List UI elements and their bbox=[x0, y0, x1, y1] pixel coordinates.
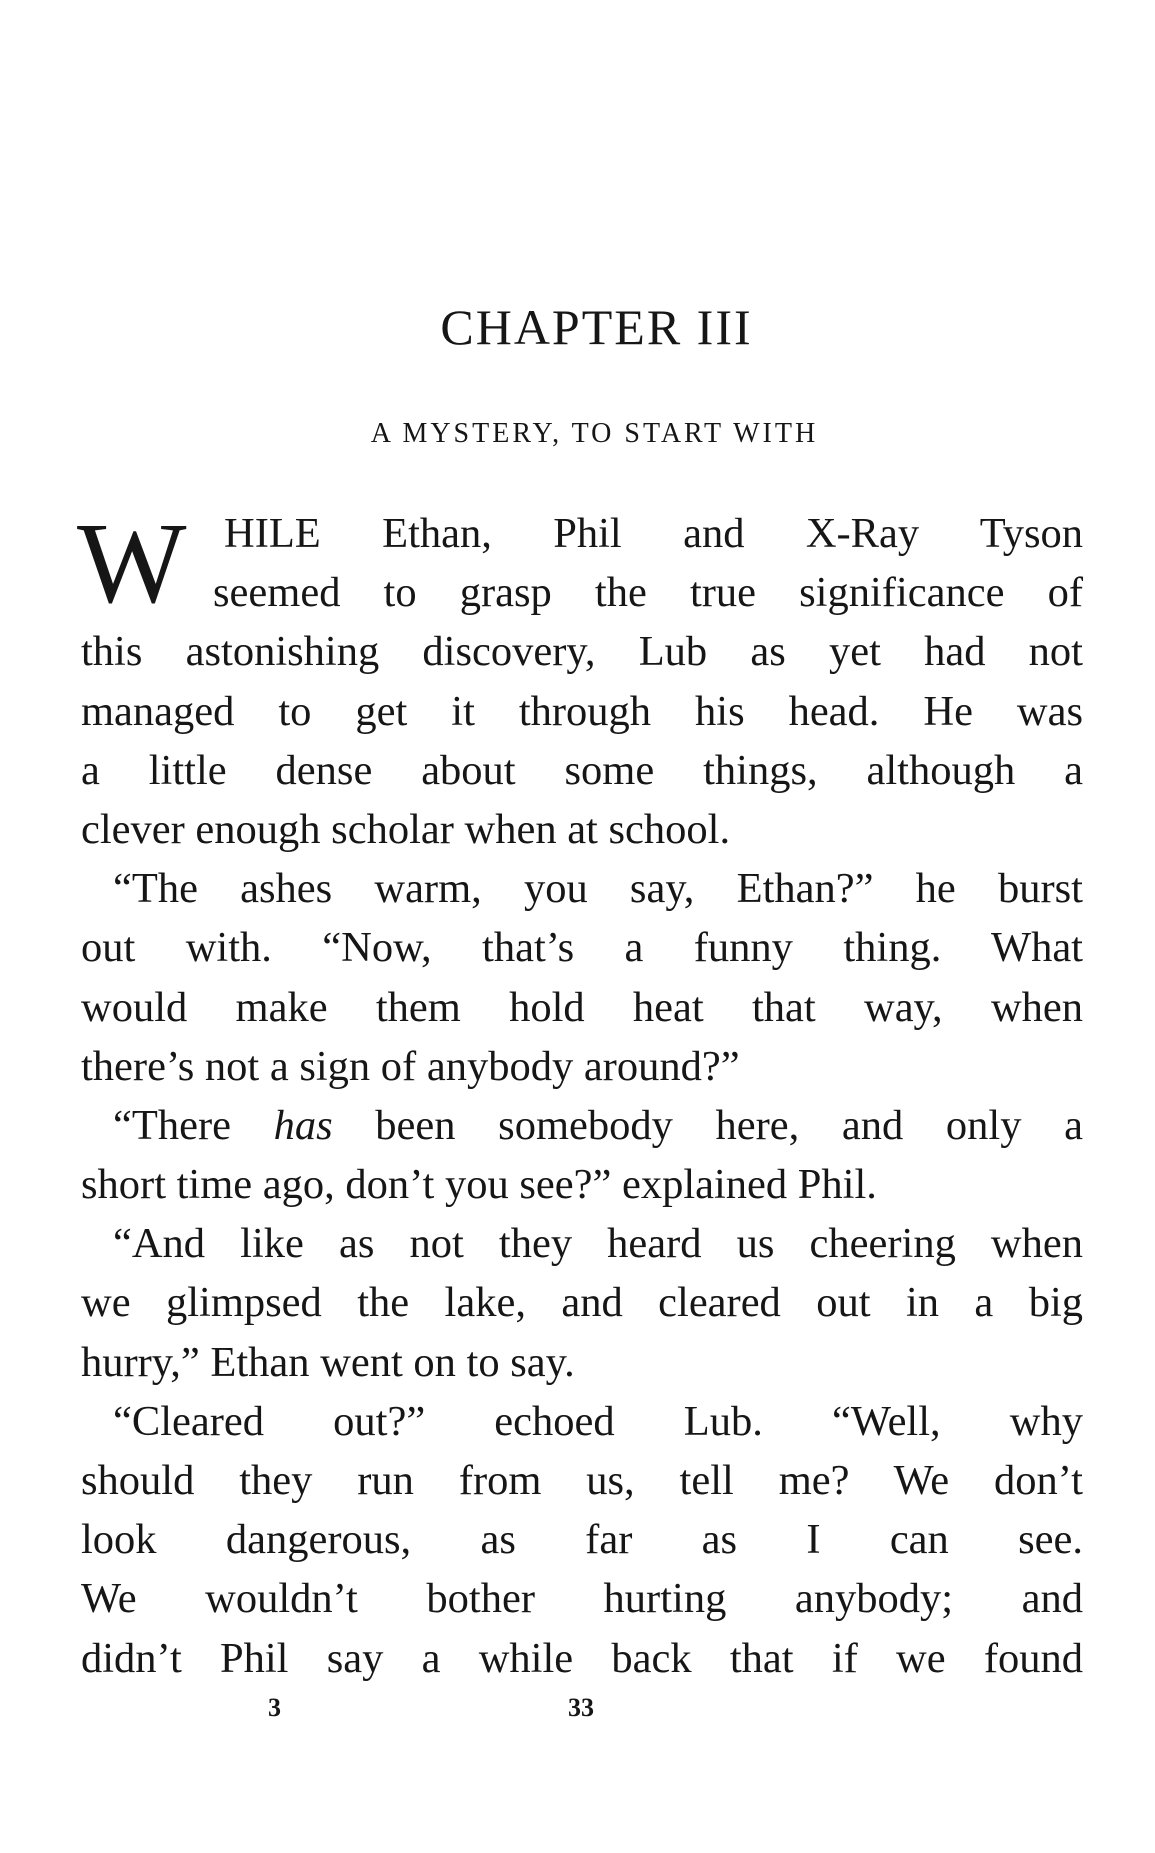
text-line: there’s not a sign of anybody around?” bbox=[81, 1042, 740, 1090]
text-line: “Cleared out?” echoed Lub. “Well, why bbox=[113, 1397, 1083, 1445]
text-line: we glimpsed the lake, and cleared out in a big bbox=[81, 1279, 1083, 1327]
text-line: HILE Ethan, Phil and X-Ray Tyson bbox=[224, 510, 1083, 557]
chapter-title: CHAPTER III bbox=[440, 299, 753, 355]
text-line: would make them hold heat that way, when bbox=[81, 983, 1083, 1031]
text-line: We wouldn’t bother hurting anybody; and bbox=[81, 1575, 1083, 1623]
paragraph-5 bbox=[81, 1392, 1083, 1688]
text-line: short time ago, don’t you see?” explained Phil. bbox=[81, 1161, 877, 1209]
signature-mark: 3 bbox=[268, 1693, 281, 1722]
text-line: a little dense about some things, although a bbox=[81, 746, 1083, 794]
body-text bbox=[77, 500, 1083, 1688]
text-line: look dangerous, as far as I can see. bbox=[81, 1516, 1083, 1564]
paragraph-1 bbox=[77, 500, 1083, 859]
paragraph-4 bbox=[81, 1214, 1083, 1392]
page-number: 33 bbox=[568, 1693, 594, 1722]
text-line: didn’t Phil say a while back that if we found bbox=[81, 1634, 1083, 1682]
paragraph-3 bbox=[81, 1096, 1083, 1214]
chapter-subtitle: A MYSTERY, TO START WITH bbox=[370, 418, 819, 449]
paragraph-2 bbox=[81, 859, 1083, 1096]
text-line: “The ashes warm, you say, Ethan?” he burst bbox=[113, 865, 1083, 913]
text-line: this astonishing discovery, Lub as yet had not bbox=[81, 628, 1083, 676]
text-line: hurry,” Ethan went on to say. bbox=[81, 1338, 575, 1386]
emphasized-word: has bbox=[273, 1101, 333, 1149]
drop-cap: W bbox=[77, 500, 187, 628]
text-span: been somebody here, and only a bbox=[332, 1101, 1083, 1149]
text-line: “And like as not they heard us cheering when bbox=[113, 1220, 1083, 1268]
text-line: should they run from us, tell me? We don’t bbox=[81, 1457, 1083, 1504]
text-line: clever enough scholar when at school. bbox=[81, 805, 731, 853]
text-span: “There bbox=[113, 1101, 274, 1149]
text-line: seemed to grasp the true significance of bbox=[213, 569, 1083, 617]
text-line: managed to get it through his head. He was bbox=[81, 687, 1083, 735]
text-line bbox=[81, 1096, 1083, 1155]
text-line: out with. “Now, that’s a funny thing. What bbox=[81, 924, 1083, 972]
